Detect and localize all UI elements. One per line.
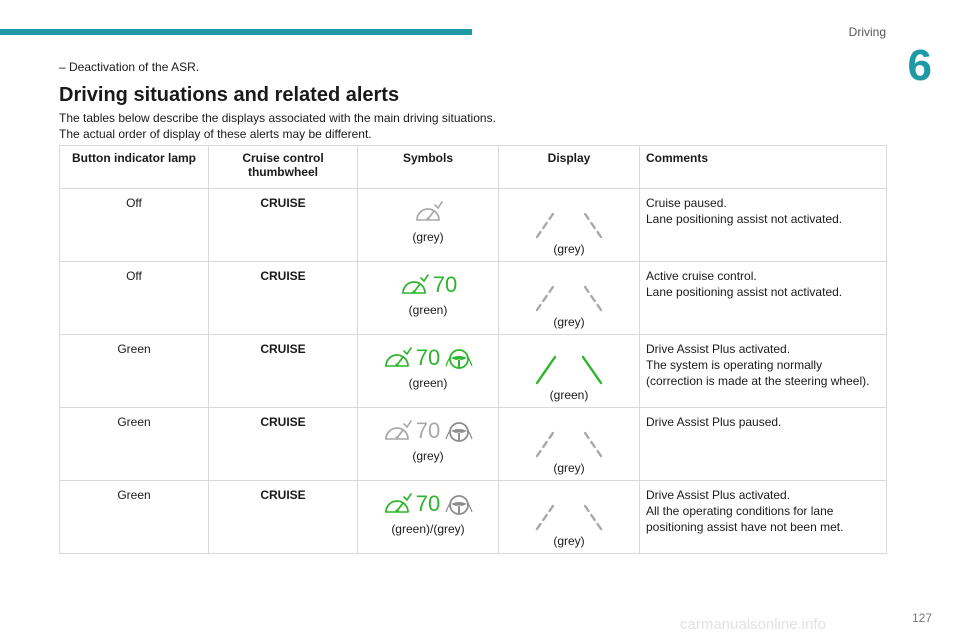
comment-line: Cruise paused. [646,196,727,210]
display-caption: (grey) [553,315,585,329]
symbols-cell [358,189,499,262]
thumbwheel-cell: CRUISE [209,262,358,335]
symbols-cell [358,408,499,481]
display-caption: (green) [549,388,589,402]
asr-deactivation-line: – Deactivation of the ASR. [59,60,200,74]
lane-display [505,347,633,387]
comment-line: Drive Assist Plus paused. [646,415,782,429]
comment-line: Drive Assist Plus activated. [646,488,791,502]
display-cell [499,481,640,554]
table-row [60,481,887,554]
lane-lines-icon [533,420,605,460]
thumbwheel-cell: CRUISE [209,335,358,408]
symbols-group [364,268,492,302]
cruise-gauge-icon [382,346,412,370]
display-caption: (grey) [553,242,585,256]
comment-line: All the operating conditions for lane [646,504,834,518]
header-cruise-thumbwheel: Cruise control thumbwheel [209,146,358,189]
lane-display [505,274,633,314]
comment-line: The system is operating normally [646,358,823,372]
display-cell [499,262,640,335]
symbols-caption: (green) [408,376,448,390]
intro-line: The tables below describe the displays associated with the main driving situations. [59,111,496,125]
comment-line: Lane positioning assist not activated. [646,212,843,226]
lane-display [505,493,633,533]
lane-lines-icon [533,347,605,387]
display-caption: (grey) [553,461,585,475]
comments-cell [640,262,887,335]
comments-cell [640,408,887,481]
lamp-cell: Off [60,189,209,262]
alerts-table [59,145,887,554]
display-cell [499,408,640,481]
lane-lines-icon [533,201,605,241]
symbols-caption: (green) [408,303,448,317]
table-header-row [60,146,887,189]
display-cell [499,335,640,408]
thumbwheel-cell: CRUISE [209,481,358,554]
section-label: Driving [848,25,886,39]
lamp-cell: Green [60,481,209,554]
comment-line: Lane positioning assist not activated. [646,285,843,299]
lamp-cell: Green [60,408,209,481]
watermark: carmanualsonline.info [680,616,826,633]
thumbwheel-cell: CRUISE [209,189,358,262]
symbols-caption: (grey) [412,230,444,244]
comment-line: positioning assist have not been met. [646,520,844,534]
steering-wheel-icon [444,492,474,516]
lane-lines-icon [533,493,605,533]
lamp-cell: Off [60,262,209,335]
page-title: Driving situations and related alerts [59,84,400,106]
chapter-number: 6 [907,41,932,90]
symbols-cell [358,335,499,408]
comments-cell [640,335,887,408]
table-row [60,189,887,262]
lane-lines-icon [533,274,605,314]
symbols-cell [358,262,499,335]
table-row [60,408,887,481]
speed-value: 70 [415,418,441,443]
header-comments: Comments [640,146,887,189]
table-row [60,335,887,408]
cruise-gauge-icon [382,492,412,516]
comment-line: Active cruise control. [646,269,757,283]
intro-line: The actual order of display of these alerts may be different. [59,127,372,141]
speed-value: 70 [432,272,458,297]
cruise-gauge-icon [399,273,429,297]
comments-cell [640,481,887,554]
cruise-gauge-icon [382,419,412,443]
steering-wheel-icon [444,346,474,370]
header-symbols: Symbols [358,146,499,189]
symbols-group [364,487,492,521]
lane-display [505,420,633,460]
comment-line: Drive Assist Plus activated. [646,342,791,356]
comment-line: (correction is made at the steering wheel). [646,374,870,388]
cruise-gauge-icon [413,200,443,224]
symbols-cell [358,481,499,554]
steering-wheel-icon [444,419,474,443]
speed-value: 70 [415,491,441,516]
symbols-caption: (green)/(grey) [391,522,465,536]
lamp-cell: Green [60,335,209,408]
symbols-caption: (grey) [412,449,444,463]
intro-text [59,110,496,142]
header-accent-bar [0,29,472,35]
symbols-group [364,195,492,229]
symbols-group [364,414,492,448]
header-button-lamp: Button indicator lamp [60,146,209,189]
page-number: 127 [911,611,932,625]
symbols-group [364,341,492,375]
header-display: Display [499,146,640,189]
display-cell [499,189,640,262]
speed-value: 70 [415,345,441,370]
lane-display [505,201,633,241]
comments-cell [640,189,887,262]
display-caption: (grey) [553,534,585,548]
thumbwheel-cell: CRUISE [209,408,358,481]
table-row [60,262,887,335]
